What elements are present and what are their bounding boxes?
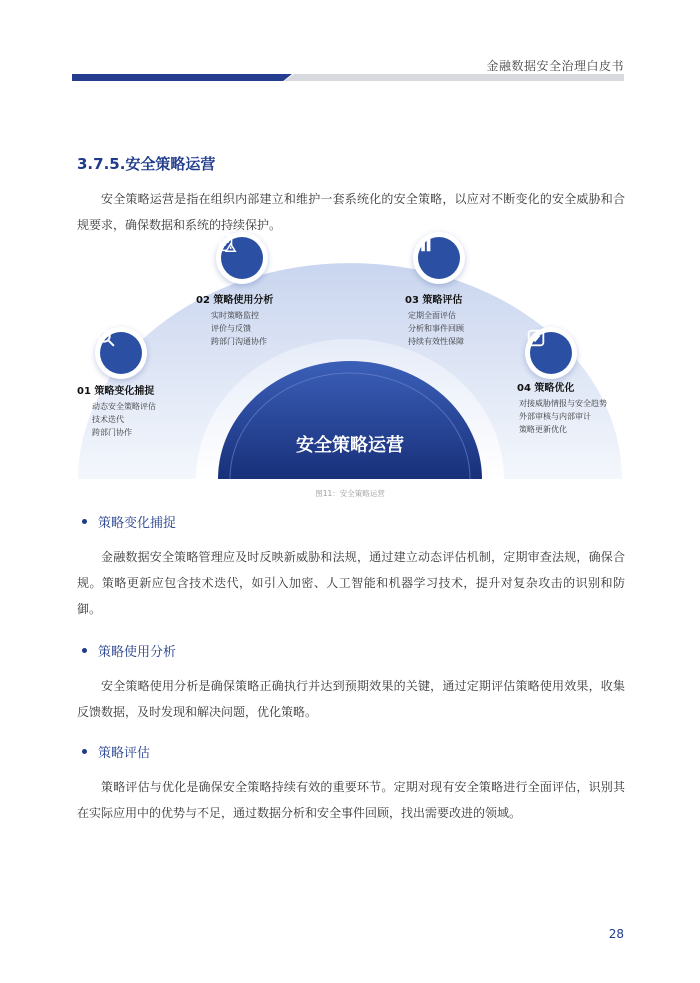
strategy-diagram xyxy=(72,236,628,486)
section-title: 3.7.5.安全策略运营 xyxy=(77,155,216,173)
header-bar-accent xyxy=(72,74,292,81)
magnifier-icon xyxy=(95,327,147,379)
header-title: 金融数据安全治理白皮书 xyxy=(486,59,624,73)
subsection-heading-text: 策略评估 xyxy=(98,746,151,761)
stage-line: 跨部门协作 xyxy=(92,428,132,437)
subsection-heading-2 xyxy=(82,641,176,660)
stage-line: 技术迭代 xyxy=(92,415,124,424)
document-warning-icon xyxy=(216,232,268,284)
stage-line: 实时策略监控 xyxy=(211,311,259,320)
stage-03 xyxy=(405,291,464,348)
stage-04 xyxy=(517,379,607,436)
stage-line: 持续有效性保障 xyxy=(408,337,464,346)
stage-title: 03 策略评估 xyxy=(405,295,463,306)
stage-title: 04 策略优化 xyxy=(517,383,575,394)
subsection-heading-text: 策略使用分析 xyxy=(98,645,177,660)
stage-title: 01 策略变化捕捉 xyxy=(77,386,155,397)
subsection-paragraph-2: 安全策略使用分析是确保策略正确执行并达到预期效果的关键，通过定期评估策略使用效果，收集反馈数据，及时发现和解决问题，优化策略。 xyxy=(77,679,625,719)
bullet-icon xyxy=(82,749,87,754)
page-number: 28 xyxy=(608,927,624,941)
subsection-heading-text: 策略变化捕捉 xyxy=(98,516,177,531)
intro-paragraph: 安全策略运营是指在组织内部建立和维护一套系统化的安全策略，以应对不断变化的安全威胁和合规要求，确保数据和系统的持续保护。 xyxy=(77,192,625,232)
stage-line: 策略更新优化 xyxy=(519,425,567,434)
subsection-paragraph-1: 金融数据安全策略管理应及时反映新威胁和法规，通过建立动态评估机制，定期审查法规，确保合规。策略更新应包含技术迭代，如引入加密、人工智能和机器学习技术，提升对复杂攻击的识别和防御。 xyxy=(77,550,625,616)
stage-line: 分析和事件回顾 xyxy=(408,324,464,333)
subsection-heading-1 xyxy=(82,512,176,531)
stage-line: 跨部门沟通协作 xyxy=(211,337,267,346)
stage-line: 对接威胁情报与安全趋势 xyxy=(519,399,607,408)
stage-line: 动态安全策略评估 xyxy=(92,402,156,411)
header-bar-rule xyxy=(284,74,624,81)
checkbox-icon xyxy=(525,327,577,379)
stage-line: 外部审核与内部审计 xyxy=(519,412,591,421)
bullet-icon xyxy=(82,519,87,524)
stage-title: 02 策略使用分析 xyxy=(196,295,274,306)
diagram-center-label: 安全策略运营 xyxy=(296,435,404,456)
header-bar xyxy=(72,74,624,81)
bullet-icon xyxy=(82,648,87,653)
stage-02 xyxy=(196,291,273,348)
bar-chart-icon xyxy=(413,232,465,284)
stage-line: 定期全面评估 xyxy=(408,311,456,320)
subsection-heading-3 xyxy=(82,742,150,761)
figure-caption: 图11：安全策略运营 xyxy=(315,489,385,498)
subsection-paragraph-3: 策略评估与优化是确保安全策略持续有效的重要环节。定期对现有安全策略进行全面评估，识别其在实际应用中的优势与不足，通过数据分析和安全事件回顾，找出需要改进的领域。 xyxy=(77,780,625,820)
stage-line: 评价与反馈 xyxy=(211,324,251,333)
